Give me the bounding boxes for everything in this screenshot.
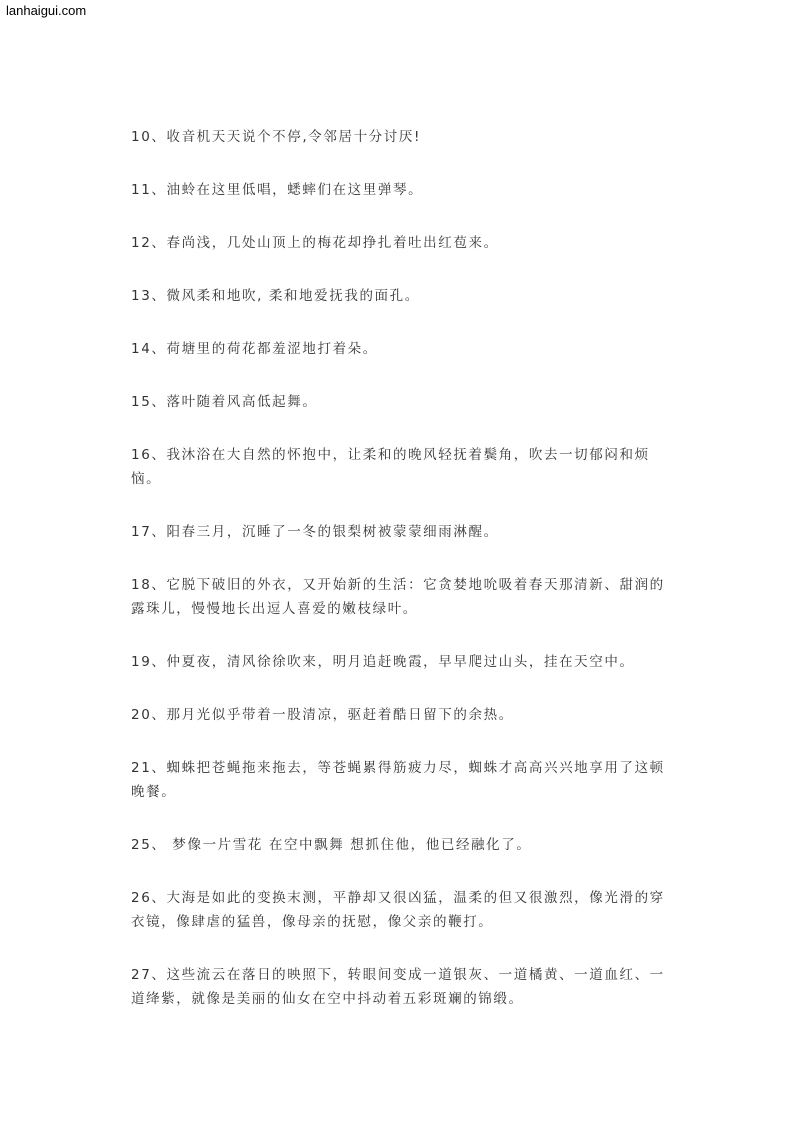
list-item: 20、那月光似乎带着一股清凉，驱赶着酷日留下的余热。 (131, 707, 514, 723)
list-item: 21、蜘蛛把苍蝇拖来拖去，等苍蝇累得筋疲力尽，蜘蛛才高高兴兴地享用了这顿晚餐。 (131, 760, 665, 800)
list-item: 10、收音机天天说个不停,令邻居十分讨厌! (131, 129, 421, 145)
sentence-list (131, 125, 671, 1040)
list-item: 25、 梦像一片雪花 在空中飘舞 想抓住他，他已经融化了。 (131, 837, 532, 853)
list-item: 15、落叶随着风高低起舞。 (131, 394, 318, 410)
list-item: 26、大海是如此的变换末测，平静却又很凶猛，温柔的但又很激烈，像光滑的穿衣镜，像肆虐的猛兽，像母亲的抚慰，像父亲的鞭打。 (131, 890, 665, 930)
list-item: 13、微风柔和地吹, 柔和地爱抚我的面孔。 (131, 288, 420, 304)
list-item: 16、我沐浴在大自然的怀抱中，让柔和的晚风轻抚着鬓角，吹去一切郁闷和烦恼。 (131, 447, 650, 487)
list-item: 12、春尚浅，几处山顶上的梅花却挣扎着吐出红苞来。 (131, 235, 499, 251)
list-item: 19、仲夏夜，清风徐徐吹来，明月追赶晚霞，早早爬过山头，挂在天空中。 (131, 654, 635, 670)
site-watermark: lanhaigui.com (6, 3, 87, 18)
list-item: 17、阳春三月，沉睡了一冬的银梨树被蒙蒙细雨淋醒。 (131, 524, 499, 540)
list-item: 11、油蛉在这里低唱，蟋蟀们在这里弹琴。 (131, 182, 424, 198)
list-item: 14、荷塘里的荷花都羞涩地打着朵。 (131, 341, 378, 357)
list-item: 27、这些流云在落日的映照下，转眼间变成一道银灰、一道橘黄、一道血红、一道绛紫，就像是美丽的仙女在空中抖动着五彩斑斓的锦缎。 (131, 967, 665, 1007)
list-item: 18、它脱下破旧的外衣，又开始新的生活：它贪婪地吮吸着春天那清新、甜润的露珠儿，慢慢地长出逗人喜爱的嫩枝绿叶。 (131, 577, 665, 617)
